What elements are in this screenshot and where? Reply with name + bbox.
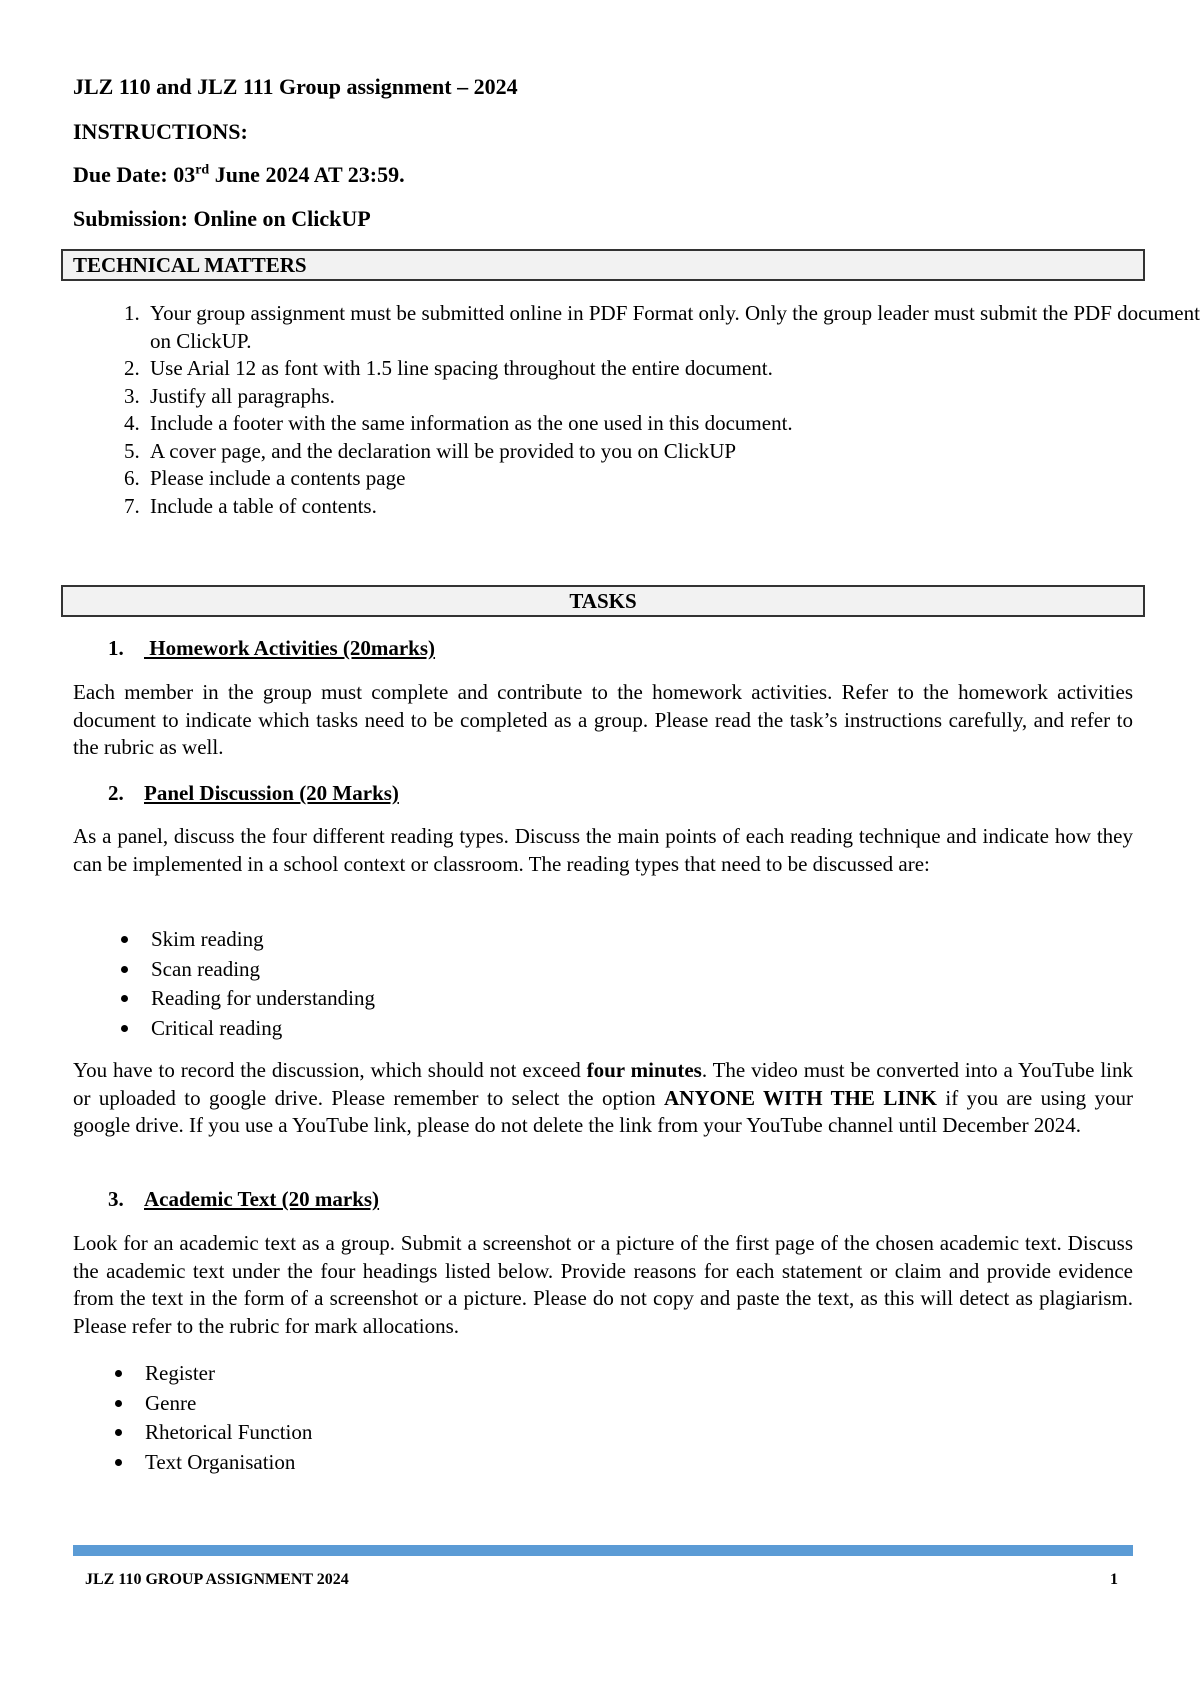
list-item: Skim reading [151,925,375,955]
task1-title: Homework Activities (20marks) [144,636,436,660]
submission-line: Submission: Online on ClickUP [73,206,371,231]
technical-matters-heading: TECHNICAL MATTERS [61,249,1145,281]
task2-after-2: . The video must be converted into a YouTube link or uploaded to google drive. Please remember to select the option [73,1058,1133,1110]
task3-number: 3. [108,1187,124,1211]
task2-after-1: You have to record the discussion, which should not exceed [73,1058,587,1082]
instructions-label: INSTRUCTIONS: [73,119,248,144]
due-date-suffix: June 2024 AT 23:59. [209,162,405,187]
list-item: Text Organisation [145,1448,312,1478]
list-item: Rhetorical Function [145,1418,312,1448]
task2-number: 2. [108,781,124,805]
list-item: Genre [145,1389,312,1419]
due-date-sup: rd [195,162,210,178]
task2-body: As a panel, discuss the four different reading types. Discuss the main points of each reading technique and indicate how they can be implemented in a school context or classroom. The reading types that need to be discussed are: [73,824,1133,876]
document-title: JLZ 110 and JLZ 111 Group assignment – 2024 [73,74,518,99]
task3-body: Look for an academic text as a group. Submit a screenshot or a picture of the first page of the chosen academic text. Discuss the academic text under the four headings listed below. Provide reasons for each statement or claim and provide evidence from the text in the form of a screenshot or a picture. Please do not copy and paste the text, as this will detect as plagiarism. Please refer to the rubric for mark allocations. [73,1231,1133,1338]
list-item: Scan reading [151,955,375,985]
technical-item: 6. Please include a contents page [145,465,1200,493]
footer-label: JLZ 110 GROUP ASSIGNMENT 2024 [85,1571,349,1588]
task2-anyone-link: ANYONE WITH THE LINK [664,1085,938,1110]
technical-item: 7. Include a table of contents. [145,493,1200,521]
task2-title: Panel Discussion (20 Marks) [144,781,399,805]
due-date [73,162,405,188]
footer-accent-bar [73,1545,1133,1556]
task2-after-3: if you are using your google drive. If you use a YouTube link, please do not delete the link from your YouTube channel until December 2024. [73,1085,1133,1137]
task1-number: 1. [108,636,124,660]
task3-bullets [145,1359,312,1477]
list-item: Register [145,1359,312,1389]
technical-list [73,300,1200,520]
list-item: Reading for understanding [151,984,375,1014]
task3-heading [108,1187,379,1212]
task1-body: Each member in the group must complete and contribute to the homework activities. Refer to the homework activities document to indicate which tasks need to be completed as a group. Please read the task’s instructions carefully, and refer to the rubric as well. [73,680,1133,759]
task1-heading [108,636,435,661]
list-item: Critical reading [151,1014,375,1044]
technical-item: 2. Use Arial 12 as font with 1.5 line spacing throughout the entire document. [145,355,1200,383]
tasks-heading: TASKS [61,585,1145,617]
technical-item: 1. Your group assignment must be submitted online in PDF Format only. Only the group leader must submit the PDF document on ClickUP. [145,300,1200,355]
task2-four-minutes: four minutes [586,1058,702,1082]
task2-heading [108,781,399,806]
task2-recording-paragraph [73,1057,1133,1140]
technical-item: 5. A cover page, and the declaration will be provided to you on ClickUP [145,438,1200,466]
technical-item: 4. Include a footer with the same information as the one used in this document. [145,410,1200,438]
due-date-prefix: Due Date: 03 [73,162,196,187]
task3-title: Academic Text (20 marks) [144,1187,380,1211]
task2-bullets [151,925,375,1043]
technical-item: 3. Justify all paragraphs. [145,383,1200,411]
page-number: 1 [1110,1571,1118,1588]
